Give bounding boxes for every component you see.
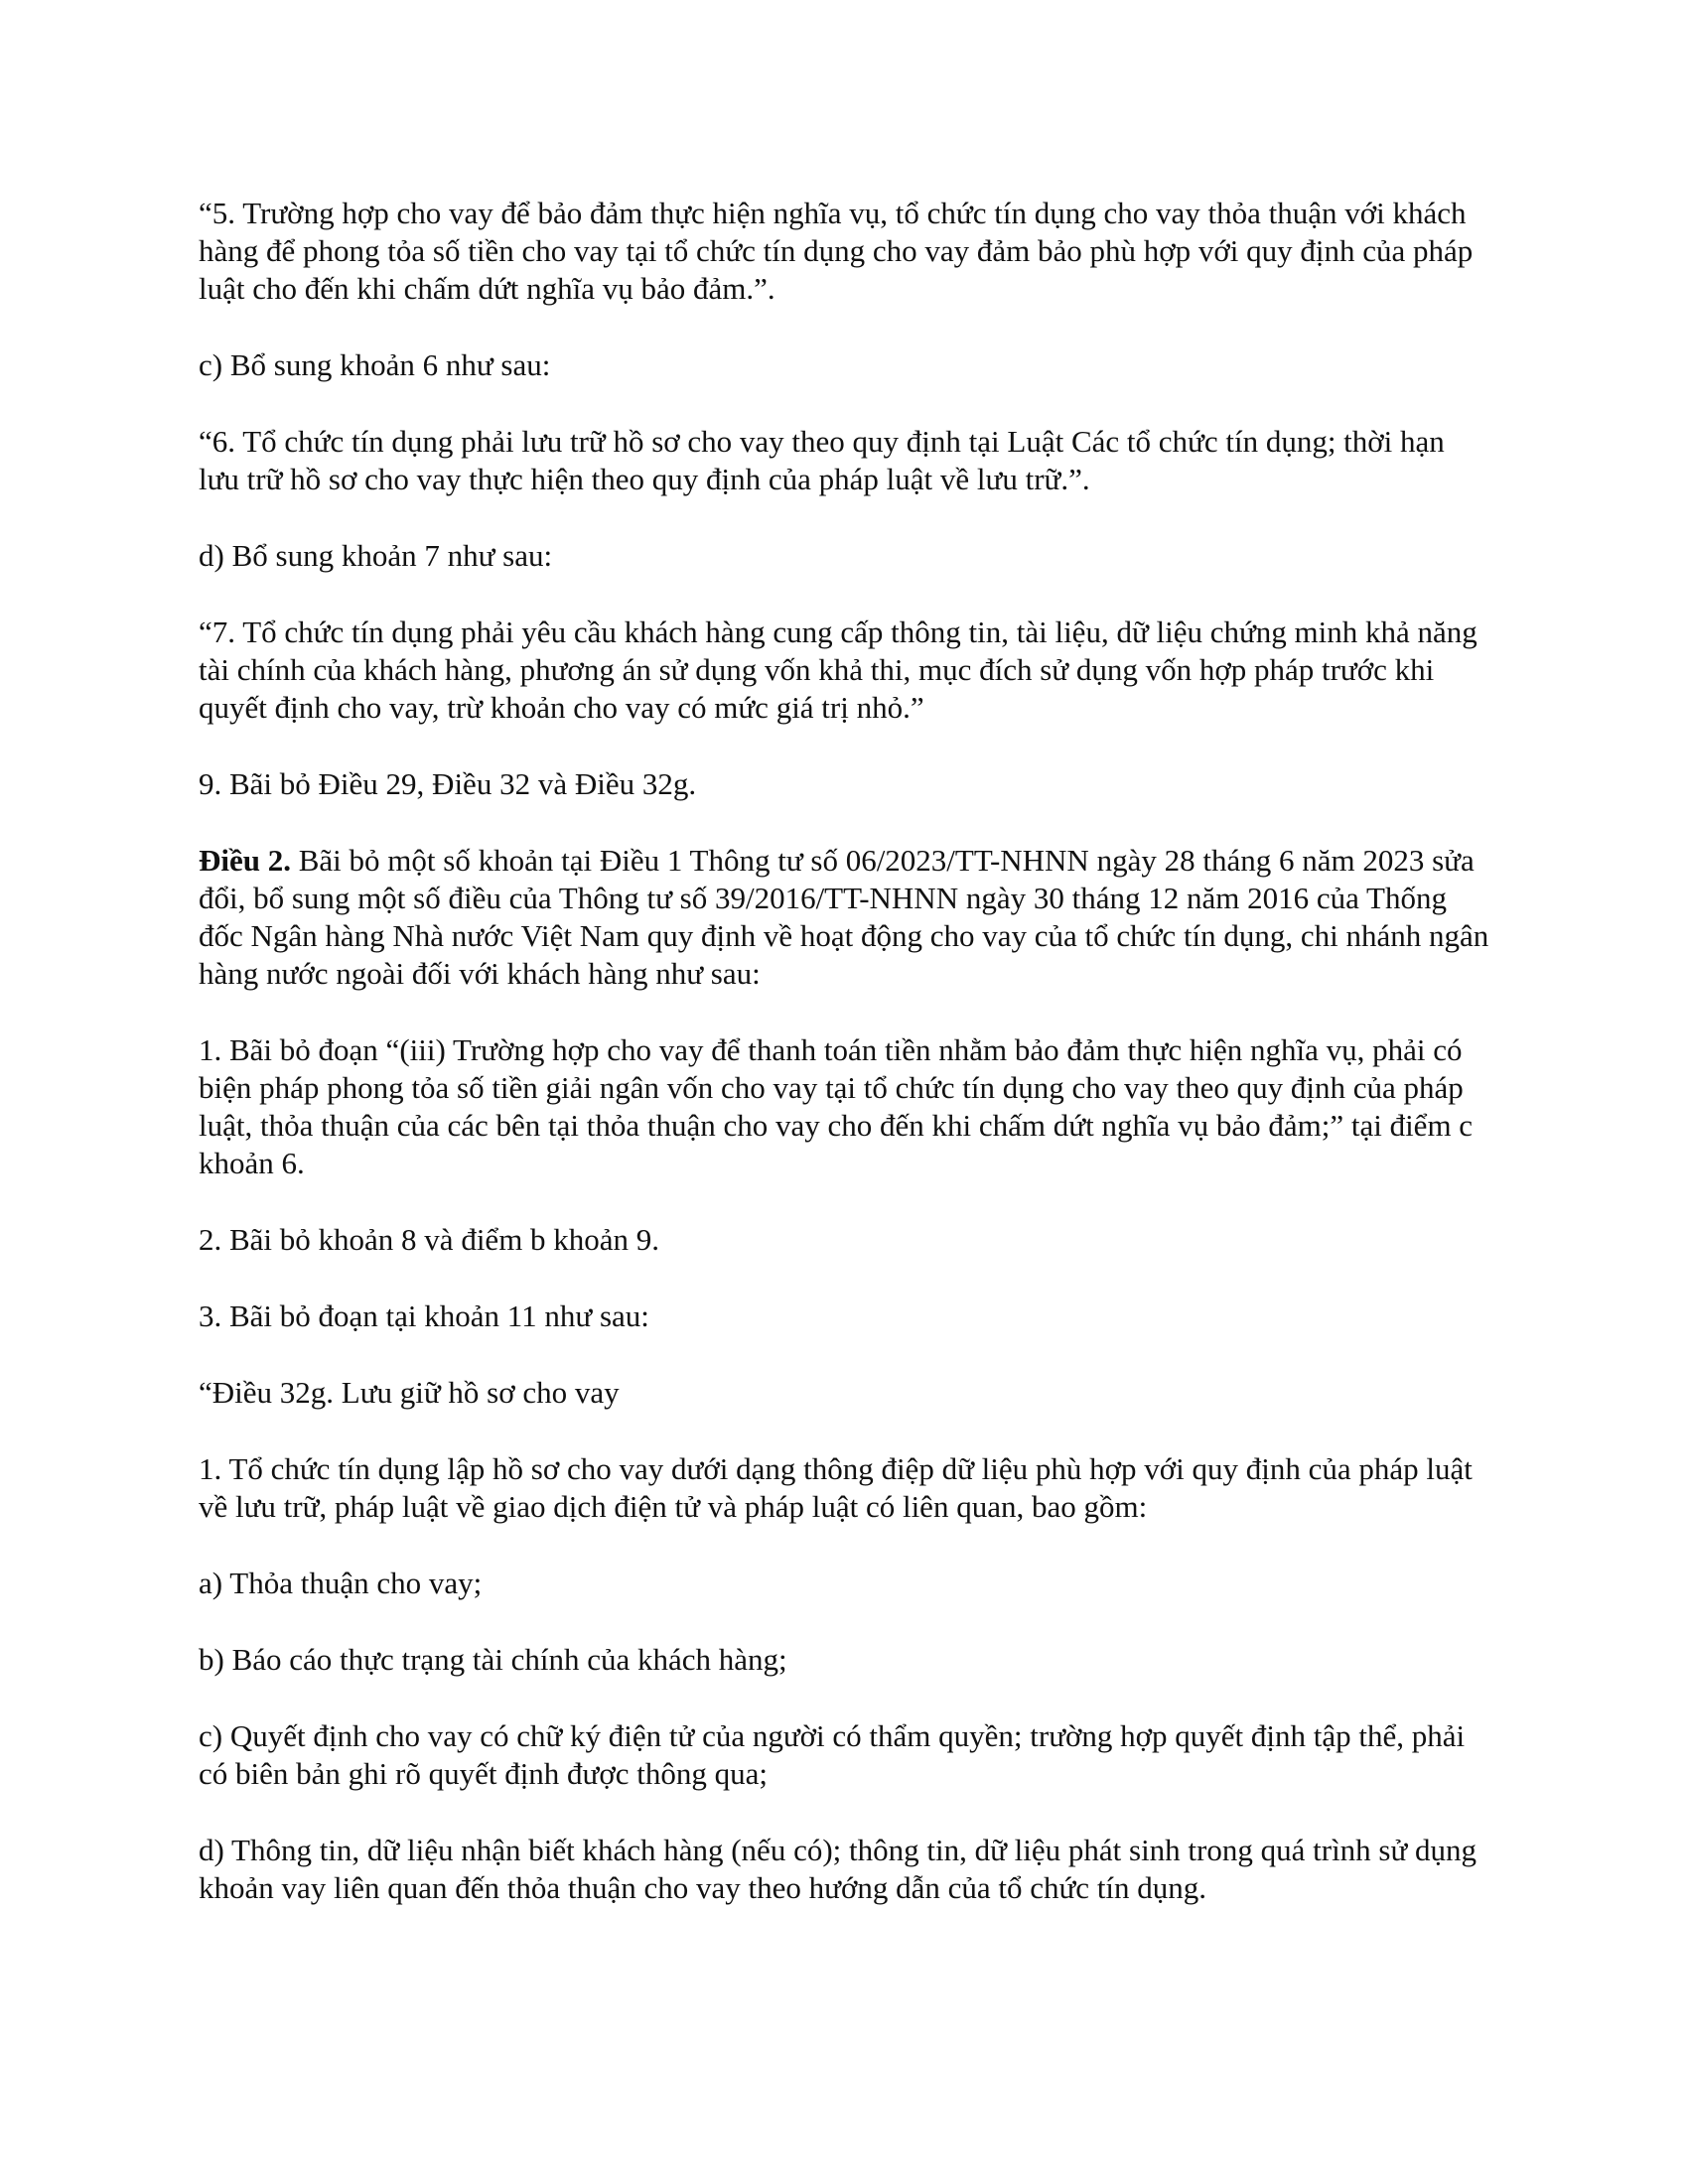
paragraph-repeal-1: 1. Bãi bỏ đoạn “(iii) Trường hợp cho vay để thanh toán tiền nhằm bảo đảm thực hiện nghĩa vụ, phải có biện pháp phong tỏa số tiền giải ngân vốn cho vay tại tổ chức tín dụng cho vay theo quy định của pháp luật, thỏa thuận của các bên tại thỏa thuận cho vay cho đến khi chấm dứt nghĩa vụ bảo đảm;” tại điểm c khoản 6. <box>199 1032 1474 1180</box>
paragraph-32g-point-b: b) Báo cáo thực trạng tài chính của khách hàng; <box>199 1642 787 1677</box>
paragraph-item-9: 9. Bãi bỏ Điều 29, Điều 32 và Điều 32g. <box>199 766 697 801</box>
paragraph-repeal-2: 2. Bãi bỏ khoản 8 và điểm b khoản 9. <box>199 1222 660 1257</box>
paragraph-repeal-3: 3. Bãi bỏ đoạn tại khoản 11 như sau: <box>199 1298 649 1333</box>
paragraph-32g-clause-1: 1. Tổ chức tín dụng lập hồ sơ cho vay dưới dạng thông điệp dữ liệu phù hợp với quy định của pháp luật về lưu trữ, pháp luật về giao dịch điện tử và pháp luật có liên quan, bao gồm: <box>199 1451 1473 1524</box>
paragraph-clause-7-quote: “7. Tổ chức tín dụng phải yêu cầu khách hàng cung cấp thông tin, tài liệu, dữ liệu chứng minh khả năng tài chính của khách hàng, phương án sử dụng vốn khả thi, mục đích sử dụng vốn hợp pháp trước khi quyết định cho vay, trừ khoản cho vay có mức giá trị nhỏ.” <box>199 614 1477 725</box>
paragraph-point-c: c) Bổ sung khoản 6 như sau: <box>199 347 551 382</box>
article-2-label: Điều 2. <box>199 843 291 878</box>
document-page <box>199 195 1489 1946</box>
article-2-text: Bãi bỏ một số khoản tại Điều 1 Thông tư số 06/2023/TT-NHNN ngày 28 tháng 6 năm 2023 sửa đổi, bổ sung một số điều của Thông tư số 39/2016/TT-NHNN ngày 30 tháng 12 năm 2016 của Thống đốc Ngân hàng Nhà nước Việt Nam quy định về hoạt động cho vay của tổ chức tín dụng, chi nhánh ngân hàng nước ngoài đối với khách hàng như sau: <box>199 843 1489 991</box>
paragraph-32g-point-a: a) Thỏa thuận cho vay; <box>199 1566 483 1600</box>
paragraph-article-32g-title: “Điều 32g. Lưu giữ hồ sơ cho vay <box>199 1375 620 1410</box>
paragraph-32g-point-d: d) Thông tin, dữ liệu nhận biết khách hàng (nếu có); thông tin, dữ liệu phát sinh trong quá trình sử dụng khoản vay liên quan đến thỏa thuận cho vay theo hướng dẫn của tổ chức tín dụng. <box>199 1833 1477 1905</box>
paragraph-clause-6-quote: “6. Tổ chức tín dụng phải lưu trữ hồ sơ cho vay theo quy định tại Luật Các tổ chức tín dụng; thời hạn lưu trữ hồ sơ cho vay thực hiện theo quy định của pháp luật về lưu trữ.”. <box>199 424 1445 496</box>
paragraph-point-d: d) Bổ sung khoản 7 như sau: <box>199 538 553 573</box>
paragraph-article-2 <box>199 842 1489 993</box>
paragraph-32g-point-c: c) Quyết định cho vay có chữ ký điện tử của người có thẩm quyền; trường hợp quyết định tập thể, phải có biên bản ghi rõ quyết định được thông qua; <box>199 1718 1466 1791</box>
paragraph-clause-5-quote: “5. Trường hợp cho vay để bảo đảm thực hiện nghĩa vụ, tổ chức tín dụng cho vay thỏa thuận với khách hàng để phong tỏa số tiền cho vay tại tổ chức tín dụng cho vay đảm bảo phù hợp với quy định của pháp luật cho đến khi chấm dứt nghĩa vụ bảo đảm.”. <box>199 196 1474 306</box>
